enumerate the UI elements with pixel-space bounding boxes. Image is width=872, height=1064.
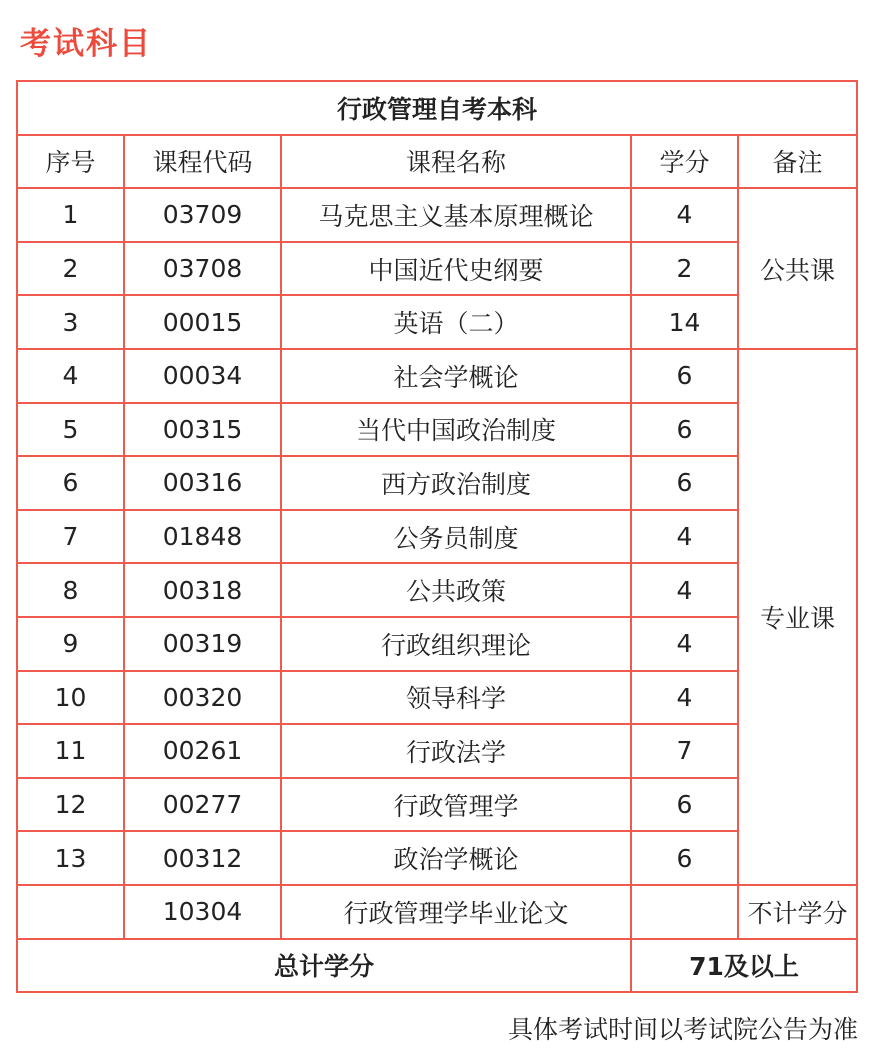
code-cell: 03709 [124, 188, 281, 242]
credit-cell: 4 [631, 563, 738, 617]
header-credit: 学分 [631, 135, 738, 189]
name-cell: 西方政治制度 [281, 456, 631, 510]
seq-cell: 4 [17, 349, 124, 403]
seq-cell [17, 885, 124, 939]
seq-cell: 6 [17, 456, 124, 510]
seq-cell: 9 [17, 617, 124, 671]
footnote: 具体考试时间以考试院公告为准 [507, 1015, 858, 1044]
table-row [17, 403, 857, 457]
code-cell: 00318 [124, 563, 281, 617]
name-cell: 政治学概论 [281, 831, 631, 885]
code-cell: 00319 [124, 617, 281, 671]
table-row [17, 885, 857, 939]
name-cell: 中国近代史纲要 [281, 242, 631, 296]
credit-cell: 6 [631, 403, 738, 457]
table-row [17, 188, 857, 242]
name-cell: 公务员制度 [281, 510, 631, 564]
total-label: 总计学分 [17, 939, 631, 993]
credit-cell [631, 885, 738, 939]
code-cell: 03708 [124, 242, 281, 296]
credit-cell: 7 [631, 724, 738, 778]
credit-cell: 6 [631, 831, 738, 885]
code-cell: 00277 [124, 778, 281, 832]
note-public: 公共课 [738, 188, 857, 349]
seq-cell: 8 [17, 563, 124, 617]
table-row [17, 456, 857, 510]
code-cell: 00261 [124, 724, 281, 778]
table-row [17, 242, 857, 296]
name-cell: 行政组织理论 [281, 617, 631, 671]
name-cell: 马克思主义基本原理概论 [281, 188, 631, 242]
credit-cell: 2 [631, 242, 738, 296]
header-seq: 序号 [17, 135, 124, 189]
header-note: 备注 [738, 135, 857, 189]
seq-cell: 11 [17, 724, 124, 778]
seq-cell: 10 [17, 671, 124, 725]
name-cell: 行政管理学毕业论文 [281, 885, 631, 939]
credit-cell: 6 [631, 778, 738, 832]
table-row [17, 778, 857, 832]
name-cell: 社会学概论 [281, 349, 631, 403]
code-cell: 00320 [124, 671, 281, 725]
note-thesis: 不计学分 [738, 885, 857, 939]
seq-cell: 13 [17, 831, 124, 885]
code-cell: 00316 [124, 456, 281, 510]
table-row [17, 563, 857, 617]
seq-cell: 12 [17, 778, 124, 832]
caption-row [17, 81, 857, 135]
name-cell: 行政管理学 [281, 778, 631, 832]
credit-cell: 6 [631, 456, 738, 510]
header-code: 课程代码 [124, 135, 281, 189]
table-row [17, 295, 857, 349]
credit-cell: 4 [631, 510, 738, 564]
exam-subjects-table [16, 80, 858, 993]
code-cell: 01848 [124, 510, 281, 564]
credit-cell: 4 [631, 671, 738, 725]
credit-cell: 4 [631, 617, 738, 671]
table-row [17, 349, 857, 403]
table-row [17, 831, 857, 885]
code-cell: 00315 [124, 403, 281, 457]
name-cell: 当代中国政治制度 [281, 403, 631, 457]
name-cell: 公共政策 [281, 563, 631, 617]
credit-cell: 4 [631, 188, 738, 242]
header-row [17, 135, 857, 189]
table-row [17, 724, 857, 778]
seq-cell: 5 [17, 403, 124, 457]
seq-cell: 7 [17, 510, 124, 564]
credit-cell: 14 [631, 295, 738, 349]
table-row [17, 510, 857, 564]
name-cell: 行政法学 [281, 724, 631, 778]
name-cell: 领导科学 [281, 671, 631, 725]
total-row [17, 939, 857, 993]
total-value: 71及以上 [631, 939, 857, 993]
table-caption: 行政管理自考本科 [17, 81, 857, 135]
name-cell: 英语（二） [281, 295, 631, 349]
credit-cell: 6 [631, 349, 738, 403]
seq-cell: 2 [17, 242, 124, 296]
page-title: 考试科目 [20, 26, 152, 62]
code-cell: 00034 [124, 349, 281, 403]
seq-cell: 1 [17, 188, 124, 242]
note-major: 专业课 [738, 349, 857, 885]
code-cell: 10304 [124, 885, 281, 939]
table-row [17, 671, 857, 725]
table-row [17, 617, 857, 671]
code-cell: 00015 [124, 295, 281, 349]
code-cell: 00312 [124, 831, 281, 885]
header-name: 课程名称 [281, 135, 631, 189]
seq-cell: 3 [17, 295, 124, 349]
